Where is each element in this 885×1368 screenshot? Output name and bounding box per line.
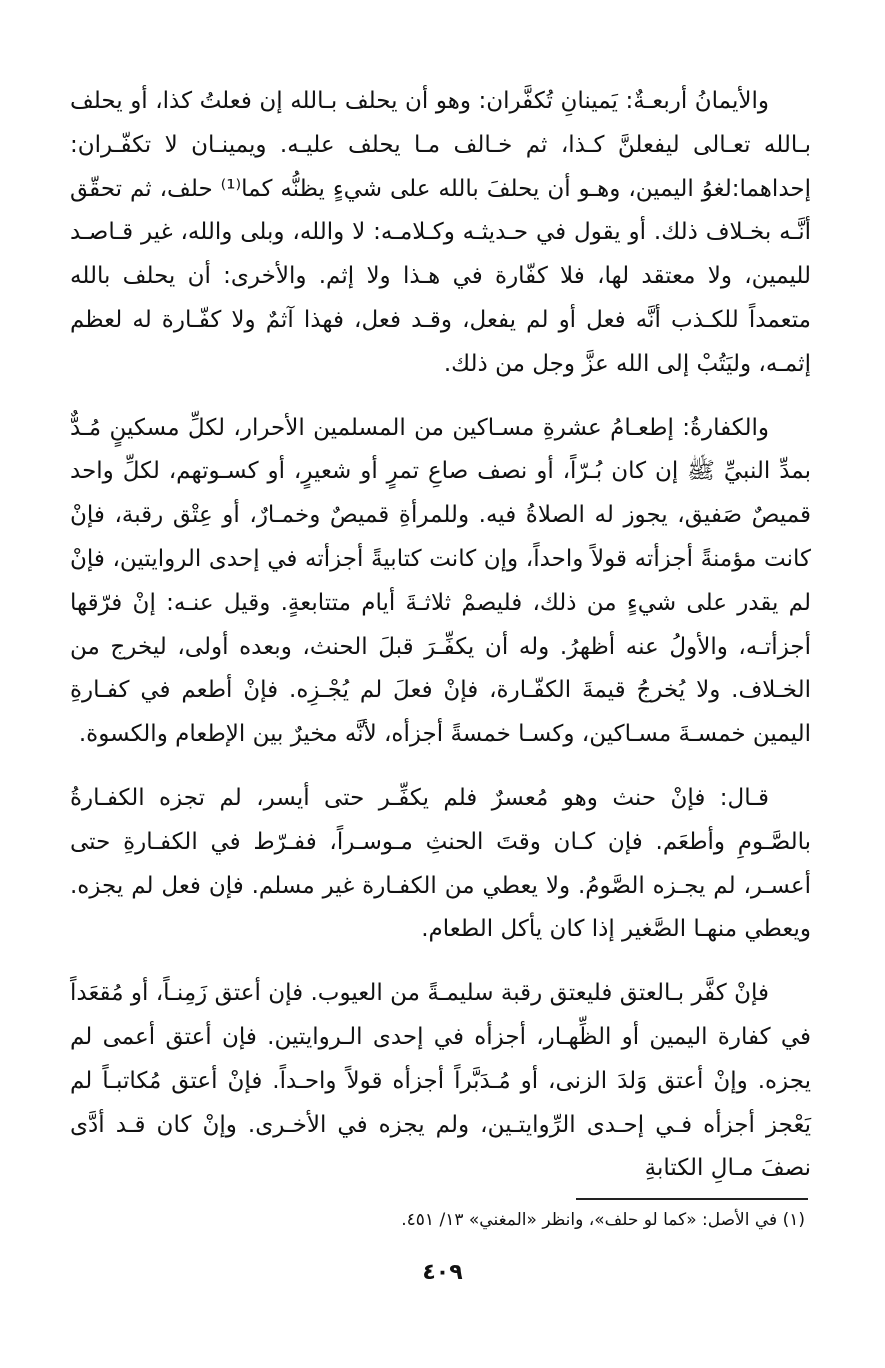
paragraph-manumission: فإنْ كفَّر بـالعتق فليعتق رقبة سليمـةً من العيوب. فإن أعتق زَمِنـاً، أو مُقعَداً في كفارة اليمين أو الظِّهـار، أجزأه في إحدى الـروايتين. فإن أعتق أعمى لم يجزه. وإنْ أعتق وَلدَ الزنى، أو مُـدَبَّراً أجزأه قولاً واحـداً. فإنْ أعتق مُكاتبـاً لم يَعْجز أجزأه فـي إحـدى الرِّوايتـين، ولم يجزه في الأخـرى. وإنْ كان قـد أدَّى نصفَ مـالِ الكتابةِ: [70, 980, 811, 1182]
main-text: [70, 80, 811, 1191]
paragraph-insolvent: قـال: فإنْ حنث وهو مُعسرٌ فلم يكفِّـر حتى أيسر، لم تجزه الكفـارةُ بالصَّـومِ وأطعَم. فإن كـان وقتَ الحنثِ مـوسـراً، ففـرّط في الكفـارةِ حتى أعسـر، لم يجـزه الصَّومُ. ولا يعطي من الكفـارة غير مسلم. فإن فعل لم يجزه. ويعطي منهـا الصَّغير إذا كان يأكل الطعام.: [70, 784, 811, 943]
paragraph-expiation: والكفارةُ: إطعـامُ عشرةِ مسـاكين من المسلمين الأحرار، لكلِّ مسكينٍ مُـدٌّ بمدِّ النبيِّ ﷺ إن كان بُـرّاً، أو نصف صاعِ تمرٍ أو شعيرٍ، أو كسـوتهم، لكلِّ واحد قميصٌ صَفيق، يجوز له الصلاةُ فيه. وللمرأةِ قميصٌ وخمـارٌ، أو عِتْق رقبة، فإنْ كانت مؤمنةً أجزأته قولاً واحداً، وإن كانت كتابيةً أجزأته في إحدى الروايتين، فإنْ لم يقدر على شيءٍ من ذلك، فليصمْ ثلاثـةَ أيام متتابعةٍ. وقيل عنـه: إنْ فرّقها أجزأتـه، والأولُ عنه أظهرُ. وله أن يكفِّـرَ قبلَ الحنث، وبعده أولى، ليخرج من الخـلاف. ولا يُخرجُ قيمةَ الكفّـارة، فإنْ فعلَ لم يُجْـزِه. فإنْ أطعم في كفـارةِ اليمين خمسـةَ مسـاكين، وكسـا خمسةً أجزأه، لأنَّه مخيرٌ بين الإطعام والكسوة.: [70, 414, 811, 748]
footnote: (١) في الأصل: «كما لو حلف»، وانظر «المغني» ١٣/ ٤٥١.: [401, 1210, 805, 1230]
footnote-divider: [576, 1198, 808, 1200]
paragraph-oaths: والأيمانُ أربعـةٌ: يَمينانِ تُكفَّران: وهو أن يحلف بـالله إن فعلتُ كذا، أو يحلف بـالله تعـالى ليفعلنَّ كـذا، ثم خـالف مـا يحلف عليـه. ويمينـان لا تكفّـران: إحداهما:لغوُ اليمين، وهـو أن يحلفَ بالله على شيءٍ يظنُّه كما⁽¹⁾ حلف، ثم تحقّق أنَّـه بخـلاف ذلك. أو يقول في حـديثـه وكـلامـه: لا والله، وبلى والله، غير قـاصـد لليمين، ولا معتقد لها، فلا كفّارة في هـذا ولا إثم. والأخرى: أن يحلف بالله متعمداً للكـذب أنَّه فعل أو لم يفعل، وقـد فعل، فهذا آثمٌ ولا كفّـارة له لعظم إثمـه، وليَتُبْ إلى الله عزَّ وجل من ذلك.: [70, 88, 811, 377]
page-number: ٤٠٩: [422, 1260, 463, 1285]
